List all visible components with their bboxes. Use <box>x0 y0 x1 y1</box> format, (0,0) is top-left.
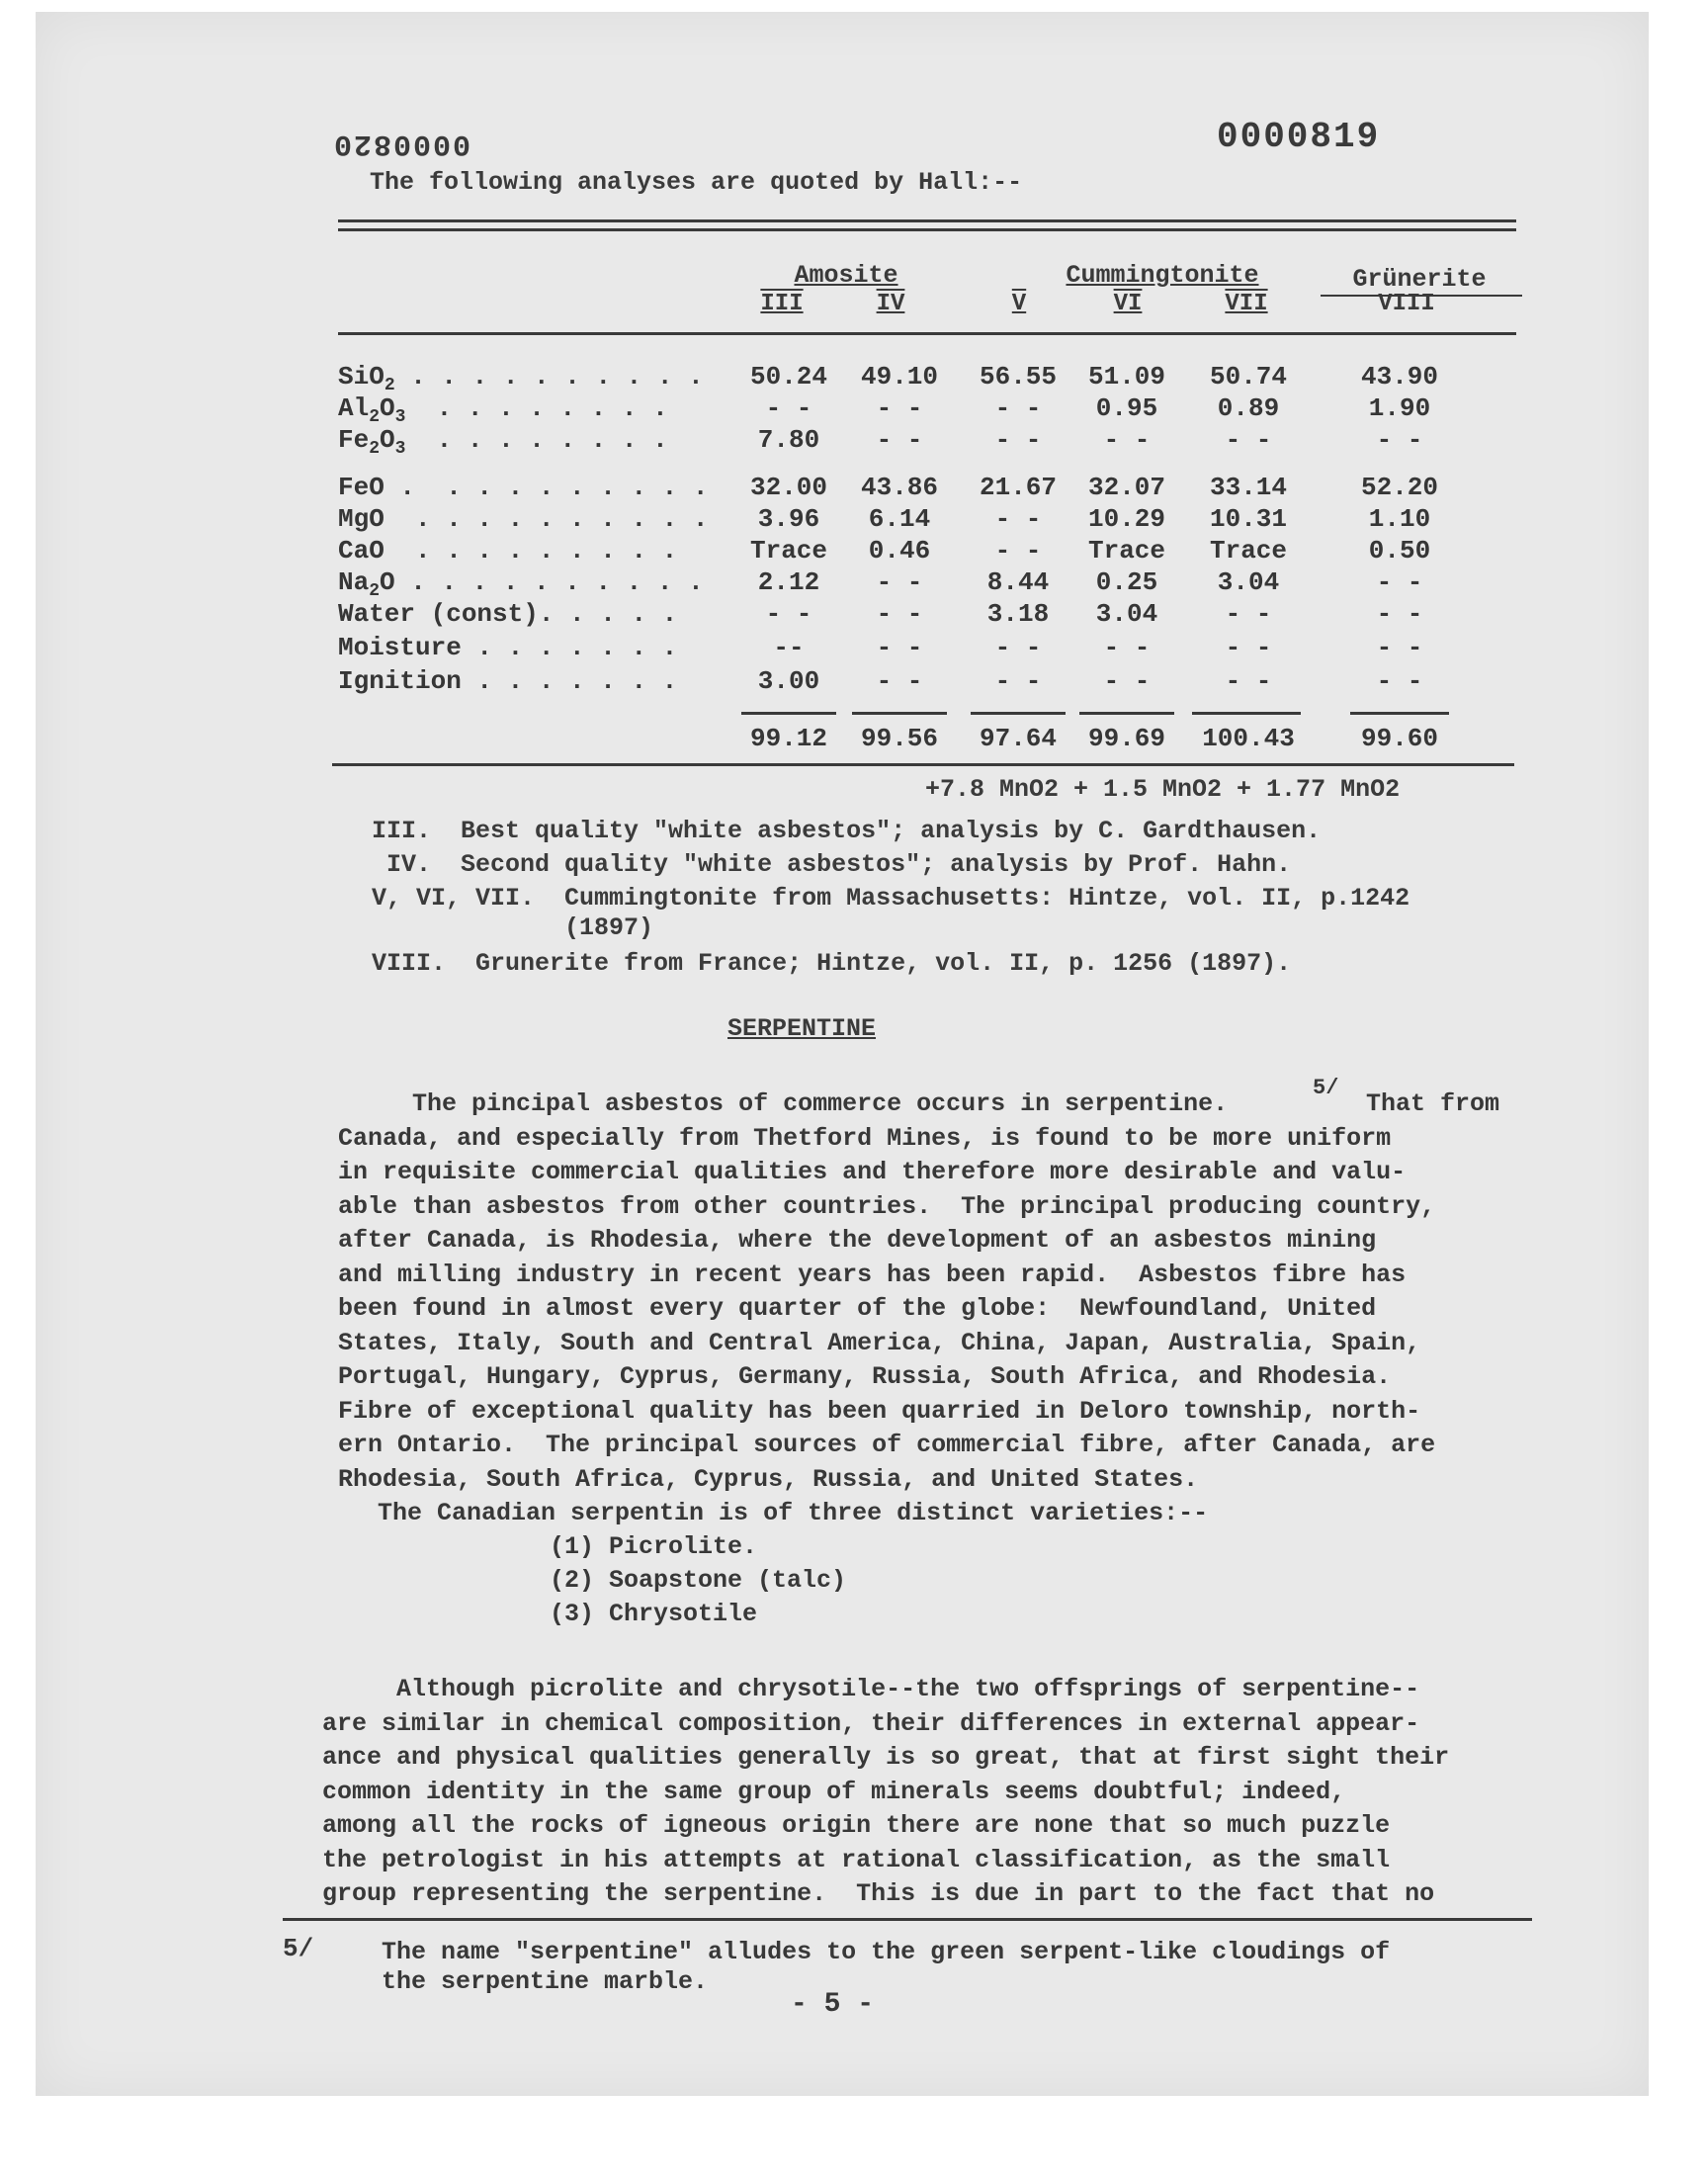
table-cell: - - <box>1376 599 1423 629</box>
row-label: CaO . . . . . . . . . <box>338 536 678 566</box>
analysis-note: V, VI, VII. Cummingtonite from Massachusetts: Hintze, vol. II, p.1242 <box>372 884 1410 913</box>
table-cell: - - <box>876 425 923 455</box>
paragraph-line: after Canada, is Rhodesia, where the development of an asbestos mining <box>338 1226 1377 1255</box>
table-cell: - - <box>1225 666 1272 696</box>
table-cell: -- <box>773 633 805 662</box>
table-cell: - - <box>765 599 812 629</box>
table-cell: - - <box>1376 633 1423 662</box>
paragraph-line: are similar in chemical composition, their differences in external appear- <box>322 1708 1420 1738</box>
paragraph-line: Rhodesia, South Africa, Cyprus, Russia, and United States. <box>338 1464 1199 1494</box>
table-cell: 32.00 <box>749 473 827 502</box>
table-cell: 7.80 <box>757 425 820 455</box>
row-label: MgO . . . . . . . . . . <box>338 504 709 534</box>
paragraph-line: Portugal, Hungary, Cyprus, Germany, Russia, South Africa, and Rhodesia. <box>338 1362 1392 1391</box>
total-rule-III <box>741 712 836 715</box>
table-cell: Trace <box>749 536 827 566</box>
total-cell: 99.56 <box>860 724 938 753</box>
header-bottom-rule <box>338 332 1516 335</box>
table-cell: - - <box>876 567 923 597</box>
table-cell: 51.09 <box>1087 362 1165 392</box>
table-cell: 33.14 <box>1209 473 1287 502</box>
table-cell: 0.46 <box>868 536 931 566</box>
total-cell: 99.12 <box>749 724 827 753</box>
table-cell: 6.14 <box>868 504 931 534</box>
table-cell: - - <box>1376 425 1423 455</box>
col-IV: IV <box>876 291 905 317</box>
paragraph-line: The pincipal asbestos of commerce occurs in serpentine. <box>338 1089 1229 1118</box>
analysis-note: (1897) <box>372 914 654 942</box>
row-label: $Na_2O$ . . . . . . . . . . <box>338 567 704 601</box>
intro-text: The following analyses are quoted by Hall:-- <box>370 168 1023 197</box>
paragraph-line: ern Ontario. The principal sources of commercial fibre, after Canada, are <box>338 1431 1436 1459</box>
table-cell: - - <box>876 599 923 629</box>
table-cell: 3.04 <box>1217 567 1280 597</box>
table-cell: Trace <box>1209 536 1287 566</box>
table-cell: 8.44 <box>986 567 1050 597</box>
mno-footnote: +7.8 MnO2 + 1.5 MnO2 + 1.77 MnO2 <box>925 775 1401 804</box>
table-cell: - - <box>1103 425 1151 455</box>
total-rule-VII <box>1192 712 1301 715</box>
archive-stamp-left: 0000820 <box>332 127 471 160</box>
total-cell: 99.69 <box>1087 724 1165 753</box>
variety-item: (2) Soapstone (talc) <box>550 1566 847 1595</box>
table-cell: - - <box>994 666 1042 696</box>
table-cell: 1.90 <box>1368 393 1431 423</box>
paragraph-line: group representing the serpentine. This is due in part to the fact that no <box>322 1879 1435 1908</box>
paragraph-line: and milling industry in recent years has been rapid. Asbestos fibre has <box>338 1260 1407 1289</box>
table-cell: - - <box>1103 633 1151 662</box>
paragraph-line: Canada, and especially from Thetford Mines, is found to be more uniform <box>338 1123 1392 1153</box>
table-cell: 32.07 <box>1087 473 1165 502</box>
paragraph-line: the petrologist in his attempts at rational classification, as the small <box>322 1845 1391 1874</box>
table-cell: 50.74 <box>1209 362 1287 392</box>
row-label: Ignition . . . . . . . <box>338 666 678 696</box>
table-cell: - - <box>994 536 1042 566</box>
section-heading: SERPENTINE <box>727 1014 877 1043</box>
footnote-line: the serpentine marble. <box>382 1967 709 1996</box>
total-rule-VI <box>1079 712 1174 715</box>
paragraph-line: States, Italy, South and Central America, China, Japan, Australia, Spain, <box>338 1328 1421 1357</box>
footnote-rule <box>283 1918 1532 1921</box>
table-cell: - - <box>1103 666 1151 696</box>
col-V: V <box>1011 291 1027 317</box>
table-cell: - - <box>1376 567 1423 597</box>
analysis-note: VIII. Grunerite from France; Hintze, vol. II, p. 1256 (1897). <box>372 949 1292 978</box>
table-cell: - - <box>876 393 923 423</box>
paragraph-line: among all the rocks of igneous origin there are none that so much puzzle <box>322 1811 1391 1840</box>
table-cell: - - <box>1225 599 1272 629</box>
group-grunerite: Grünerite <box>1352 265 1487 294</box>
col-VII: VII <box>1225 291 1268 317</box>
row-label: FeO . . . . . . . . . . <box>338 473 709 502</box>
table-cell: - - <box>1225 633 1272 662</box>
table-cell: - - <box>765 393 812 423</box>
table-cell: Trace <box>1087 536 1165 566</box>
group-amosite: Amosite <box>794 261 898 290</box>
total-rule-V <box>971 712 1066 715</box>
variety-item: (3) Chrysotile <box>550 1600 758 1628</box>
table-cell: 50.24 <box>749 362 827 392</box>
table-cell: 3.18 <box>986 599 1050 629</box>
table-cell: 43.86 <box>860 473 938 502</box>
table-cell: - - <box>1225 425 1272 455</box>
analysis-note: III. Best quality "white asbestos"; analysis by C. Gardthausen. <box>372 817 1322 845</box>
variety-item: (1) Picrolite. <box>550 1532 758 1561</box>
table-cell: - - <box>1376 666 1423 696</box>
table-cell: - - <box>876 666 923 696</box>
col-VI: VI <box>1113 291 1143 317</box>
archive-stamp-right: 0000819 <box>1217 117 1381 157</box>
total-cell: 99.60 <box>1360 724 1438 753</box>
paragraph-line: common identity in the same group of minerals seems doubtful; indeed, <box>322 1777 1346 1806</box>
table-bottom-rule <box>332 763 1514 766</box>
table-cell: 0.95 <box>1095 393 1158 423</box>
footnote-ref: 5/ <box>1313 1076 1339 1100</box>
paragraph-line: been found in almost every quarter of the globe: Newfoundland, United <box>338 1294 1377 1323</box>
paragraph-line: able than asbestos from other countries. The principal producing country, <box>338 1191 1436 1221</box>
paragraph-line: Fibre of exceptional quality has been quarried in Deloro township, north- <box>338 1396 1421 1426</box>
table-cell: 49.10 <box>860 362 938 392</box>
paragraph-line: Although picrolite and chrysotile--the two offsprings of serpentine-- <box>322 1675 1420 1703</box>
table-top-rule-2 <box>338 228 1516 231</box>
table-cell: - - <box>876 633 923 662</box>
table-cell: 21.67 <box>979 473 1057 502</box>
table-cell: 1.10 <box>1368 504 1431 534</box>
row-label: Moisture . . . . . . . <box>338 633 678 662</box>
page-number: - 5 - <box>791 1989 875 2020</box>
footnote-mark: 5/ <box>283 1934 314 1963</box>
paragraph-line: in requisite commercial qualities and therefore more desirable and valu- <box>338 1158 1407 1186</box>
group-cummingtonite: Cummingtonite <box>1066 261 1259 290</box>
row-label: Water (const). . . . . <box>338 599 678 629</box>
paragraph-line: ance and physical qualities generally is so great, that at first sight their <box>322 1743 1450 1772</box>
total-cell: 97.64 <box>979 724 1057 753</box>
document-page <box>36 12 1649 2096</box>
table-top-rule <box>338 219 1516 222</box>
table-cell: 10.29 <box>1087 504 1165 534</box>
table-cell: 3.04 <box>1095 599 1158 629</box>
table-cell: 10.31 <box>1209 504 1287 534</box>
table-cell: 43.90 <box>1360 362 1438 392</box>
table-cell: - - <box>994 425 1042 455</box>
table-cell: 52.20 <box>1360 473 1438 502</box>
col-III: III <box>760 291 804 317</box>
total-rule-VIII <box>1350 712 1449 715</box>
para1-line1-end: That from <box>1366 1089 1500 1118</box>
table-cell: 3.96 <box>757 504 820 534</box>
table-cell: - - <box>994 633 1042 662</box>
table-cell: 0.50 <box>1368 536 1431 566</box>
table-cell: 0.25 <box>1095 567 1158 597</box>
total-rule-IV <box>852 712 947 715</box>
table-cell: - - <box>994 504 1042 534</box>
total-cell: 100.43 <box>1202 724 1295 753</box>
row-label: $Fe_2O_3$ . . . . . . . . <box>338 425 668 459</box>
table-cell: 56.55 <box>979 362 1057 392</box>
table-cell: 0.89 <box>1217 393 1280 423</box>
row-label: $Al_2O_3$ . . . . . . . . <box>338 393 668 427</box>
varieties-intro: The Canadian serpentin is of three distinct varieties:-- <box>378 1499 1209 1527</box>
col-VIII: VIII <box>1378 291 1435 317</box>
table-cell: - - <box>994 393 1042 423</box>
analysis-note: IV. Second quality "white asbestos"; analysis by Prof. Hahn. <box>372 850 1292 879</box>
table-cell: 3.00 <box>757 666 820 696</box>
footnote-line: The name "serpentine" alludes to the green serpent-like cloudings of <box>382 1938 1391 1966</box>
row-label: SiO$_2$ . . . . . . . . . . <box>338 362 704 395</box>
table-cell: 2.12 <box>757 567 820 597</box>
